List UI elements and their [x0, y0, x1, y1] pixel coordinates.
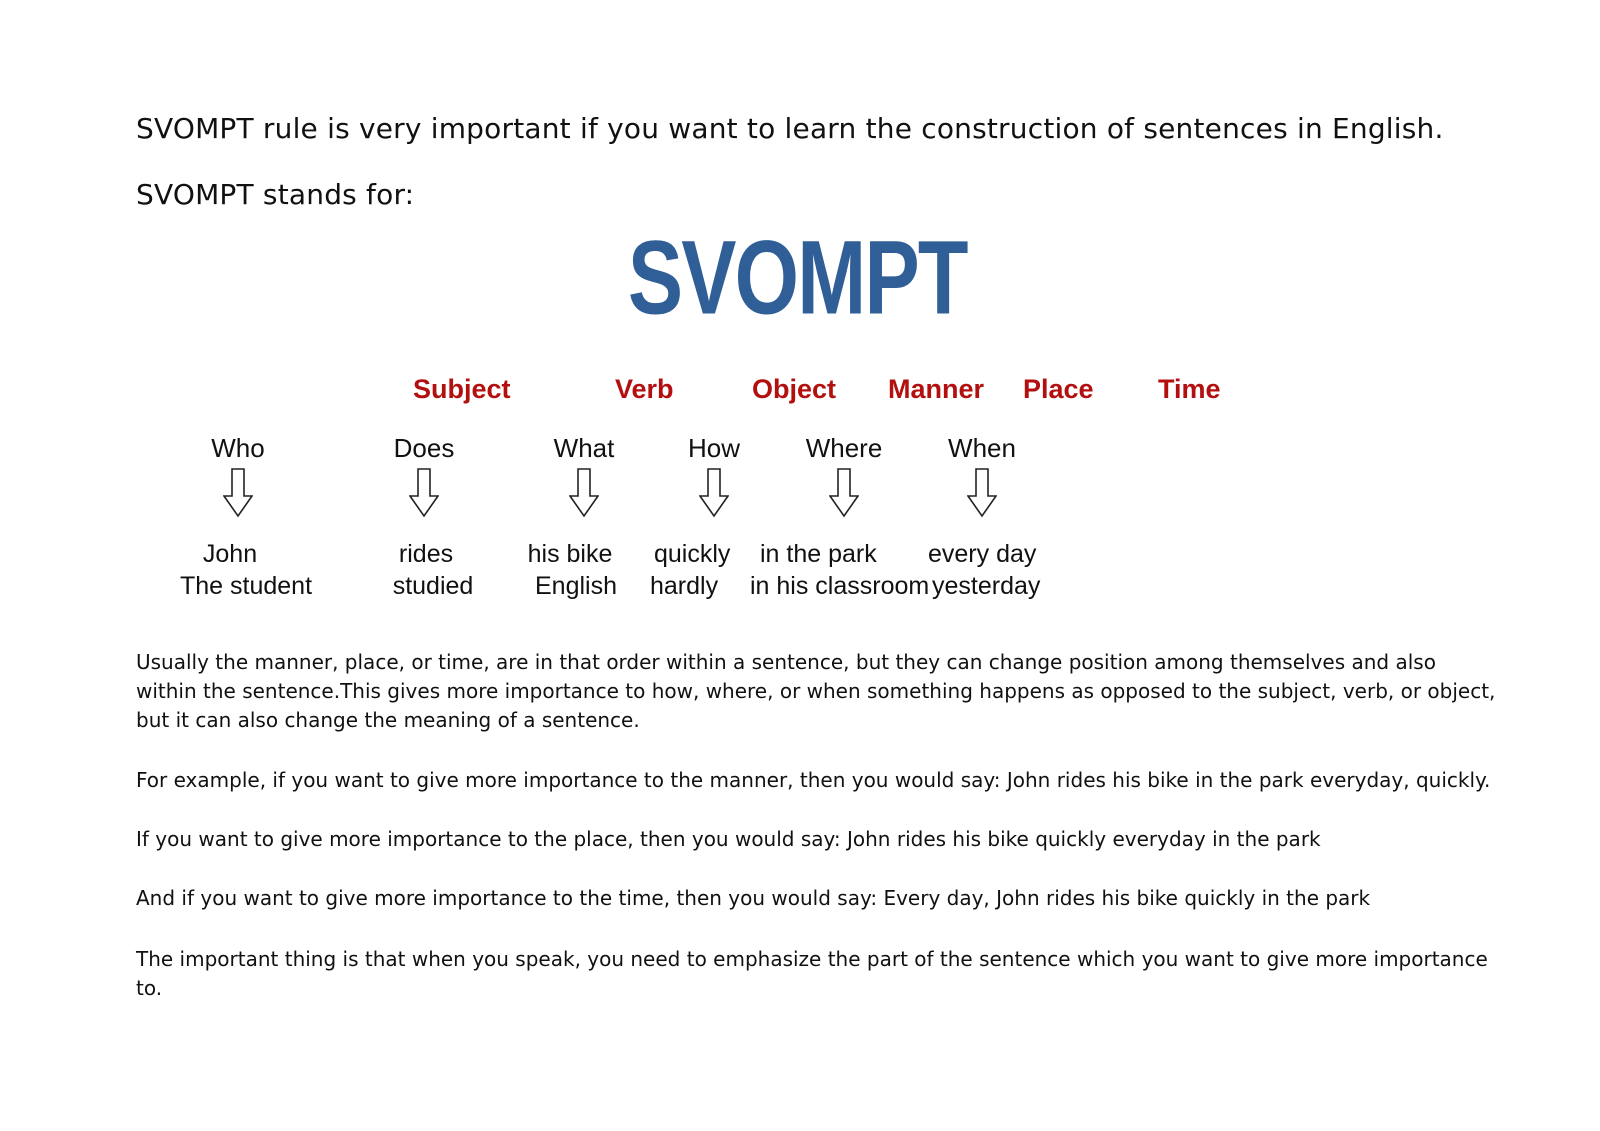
paragraph-place-example: If you want to give more importance to the place, then you would say: John rides his bike quickly everyday in the park: [136, 827, 1321, 851]
label-manner: Manner: [888, 374, 985, 404]
question-column-who: [158, 432, 318, 518]
example-place-1: in the park: [760, 540, 877, 568]
example-object: [526, 538, 626, 602]
example-place-2: in his classroom: [750, 572, 930, 600]
example-place: [750, 538, 940, 602]
question-what: What: [553, 433, 615, 463]
example-manner: [650, 538, 740, 602]
example-manner-2: hardly: [650, 572, 719, 600]
label-subject: Subject: [413, 374, 511, 404]
example-time-2: yesterday: [932, 572, 1041, 600]
question-column-does: [344, 432, 504, 518]
question-how: How: [687, 433, 740, 463]
paragraph-conclusion: The important thing is that when you speak, you need to emphasize the part of the sentence which you want to give more importance to.: [136, 947, 1488, 1000]
question-column-where: [764, 432, 924, 518]
paragraph-manner-example: For example, if you want to give more importance to the manner, then you would say: John rides his bike in the park everyday, quickly.: [136, 768, 1491, 792]
example-subject: [176, 538, 316, 602]
example-verb-2: studied: [392, 572, 474, 600]
example-object-2: English: [535, 572, 617, 600]
paragraph-explanation: Usually the manner, place, or time, are in that order within a sentence, but they can change position among themselves and also within the sentence.This gives more importance to how, where, or when something happens as opposed to the subject, verb, or object, but it can also change the meaning of a sentence.: [136, 650, 1496, 732]
label-time: Time: [1158, 374, 1221, 404]
down-arrow-icon: [829, 468, 859, 518]
intro-text: SVOMPT rule is very important if you want to learn the construction of sentences in English.: [136, 112, 1444, 145]
down-arrow-icon: [699, 468, 729, 518]
example-verb: [378, 538, 488, 602]
label-place: Place: [1023, 374, 1094, 404]
example-verb-1: rides: [398, 540, 454, 568]
paragraph-time-example: And if you want to give more importance to the time, then you would say: Every day, John rides his bike quickly in the park: [136, 886, 1371, 910]
question-when: When: [948, 433, 1016, 463]
example-subject-1: John: [202, 540, 258, 568]
down-arrow-icon: [223, 468, 253, 518]
example-object-1: his bike: [527, 540, 613, 568]
stands-for-text: SVOMPT stands for:: [136, 178, 415, 211]
question-column-when: [902, 432, 1062, 518]
down-arrow-icon: [409, 468, 439, 518]
label-object: Object: [752, 374, 837, 404]
example-subject-2: The student: [179, 572, 313, 600]
down-arrow-icon: [967, 468, 997, 518]
example-time: [928, 538, 1062, 602]
svompt-logo: [0, 219, 1600, 337]
question-does: Does: [393, 433, 455, 463]
label-verb: Verb: [615, 374, 674, 404]
question-who: Who: [211, 433, 265, 463]
down-arrow-icon: [569, 468, 599, 518]
example-manner-1: quickly: [654, 540, 731, 568]
question-where: Where: [805, 433, 883, 463]
example-time-1: every day: [928, 540, 1037, 568]
svompt-logo-text: SVOMPT: [627, 219, 967, 337]
